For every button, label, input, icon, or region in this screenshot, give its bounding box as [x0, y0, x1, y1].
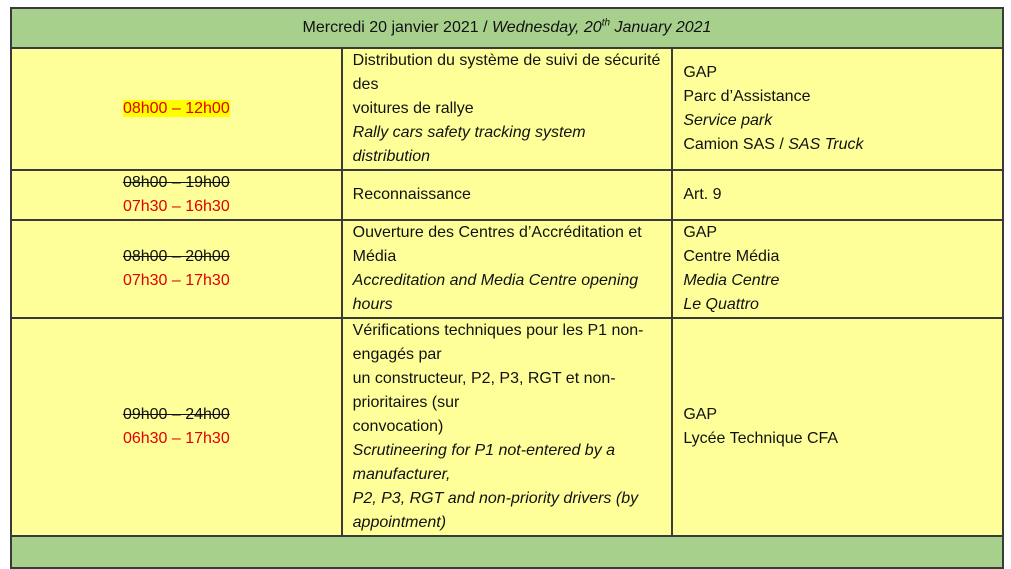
location-suffix: SAS Truck [788, 136, 864, 153]
location-line: Camion SAS / SAS Truck [683, 136, 864, 153]
location-line: Service park [683, 112, 773, 129]
location-cell [672, 48, 1003, 170]
time: 06h30 – 17h30 [122, 430, 230, 447]
old-time: 09h00 – 24h00 [122, 406, 230, 423]
location-line: GAP [683, 64, 718, 81]
description-en: P2, P3, RGT and non-priority drivers (by appointment) [352, 490, 639, 531]
old-time: 08h00 – 20h00 [122, 248, 230, 265]
description-en: Scrutineering for P1 not-entered by a manufacturer, [352, 442, 616, 483]
location-line: Centre Média [683, 248, 780, 265]
location-cell [672, 170, 1003, 220]
time-cell [11, 48, 342, 170]
day-header-en: Wednesday, 20th January 2021 [491, 17, 712, 36]
location-line: Media Centre [683, 272, 780, 289]
description-en: Rally cars safety tracking system distribution [352, 124, 586, 165]
description-en: Accreditation and Media Centre opening hours [352, 272, 639, 313]
schedule-row [11, 318, 1003, 536]
description-fr: un constructeur, P2, P3, RGT et non-prioritaires (sur [352, 370, 616, 411]
location-line: Art. 9 [683, 186, 722, 203]
description-cell [342, 318, 673, 536]
time: 07h30 – 17h30 [122, 272, 230, 289]
location-line: Lycée Technique CFA [683, 430, 839, 447]
location-cell [672, 220, 1003, 318]
old-time: 08h00 – 19h00 [122, 174, 230, 191]
time: 08h00 – 12h00 [122, 100, 230, 117]
description-fr: voitures de rallye [352, 100, 474, 117]
schedule-table [10, 7, 1004, 569]
schedule-row [11, 220, 1003, 318]
time-cell [11, 318, 342, 536]
day-header-fr: Mercredi 20 janvier 2021 / [302, 19, 492, 36]
time-cell [11, 170, 342, 220]
time: 07h30 – 16h30 [122, 198, 230, 215]
day-header [11, 8, 1003, 48]
time-cell [11, 220, 342, 318]
description-fr: Reconnaissance [352, 186, 471, 203]
location-line: GAP [683, 406, 718, 423]
schedule-row [11, 170, 1003, 220]
description-fr: Vérifications techniques pour les P1 non-engagés par [352, 322, 644, 363]
location-line: GAP [683, 224, 718, 241]
description-fr: Distribution du système de suivi de sécurité des [352, 52, 661, 93]
next-day-header [11, 536, 1003, 568]
description-fr: Ouverture des Centres d’Accréditation et Média [352, 224, 642, 265]
description-cell [342, 220, 673, 318]
location-line: Parc d’Assistance [683, 88, 811, 105]
schedule-row [11, 48, 1003, 170]
description-cell [342, 48, 673, 170]
description-cell [342, 170, 673, 220]
description-fr: convocation) [352, 418, 444, 435]
location-line: Le Quattro [683, 296, 759, 313]
location-cell [672, 318, 1003, 536]
